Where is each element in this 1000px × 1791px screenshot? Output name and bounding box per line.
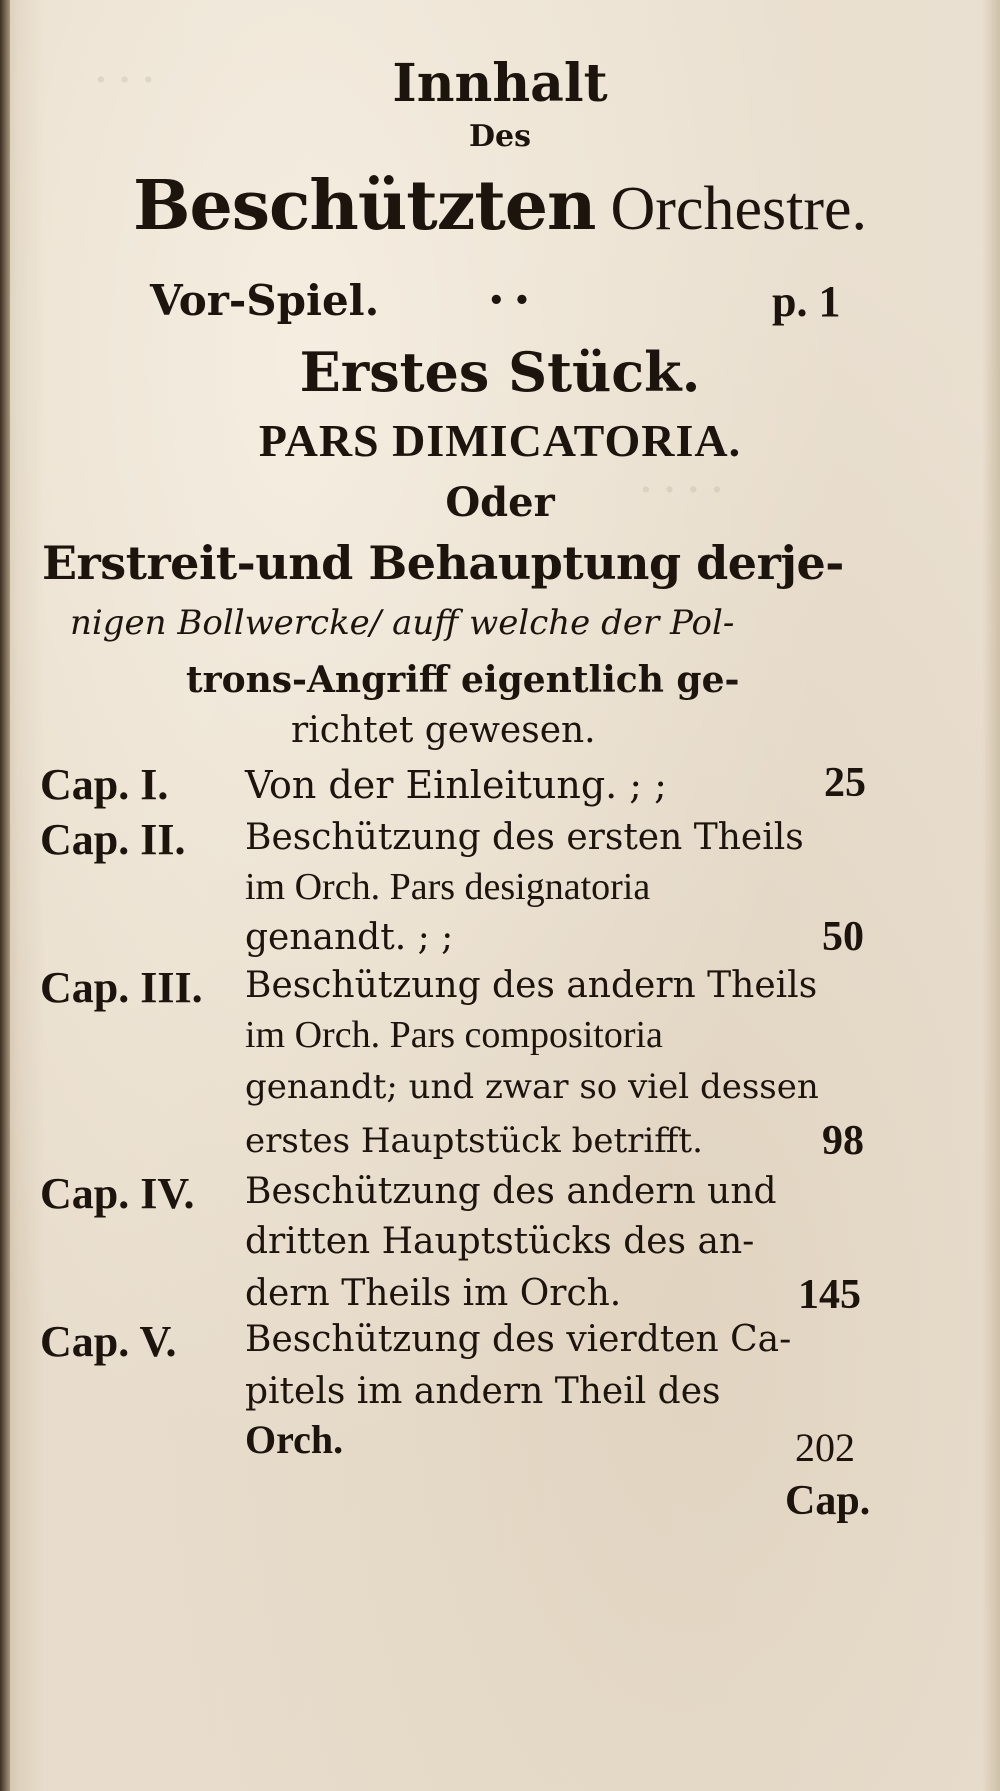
title-line-1: Innhalt	[392, 53, 608, 114]
chapter-5-title-line-2: pitels im andern Theil des	[245, 1371, 721, 1412]
bleed-through-mark: · · · ·	[640, 470, 723, 510]
chapter-3-title-line-1: Beschützung des andern Theils	[245, 965, 818, 1006]
chapter-2-title-line-1: Beschützung des ersten Theils	[245, 817, 804, 858]
chapter-1-label: Cap. I.	[40, 760, 169, 809]
title-line-3	[0, 166, 1000, 246]
chapter-2-title-line-2: im Orch. Pars designatoria	[245, 866, 651, 908]
part-oder: Oder	[445, 479, 555, 526]
prelude-label: Vor-Spiel.	[150, 276, 380, 325]
chapter-4-title-line-2: dritten Hauptstücks des an-	[245, 1221, 755, 1262]
chapter-3-title-line-3: genandt; und zwar so viel dessen	[245, 1067, 819, 1107]
page-binding-shadow	[0, 0, 10, 1791]
title-line-2: Des	[469, 119, 531, 154]
title-word-orchestre: Orchestre.	[610, 175, 868, 243]
prelude-leader-dots: • •	[488, 286, 531, 316]
chapter-3-label: Cap. III.	[40, 963, 203, 1012]
chapter-1-title-line: Von der Einleitung. ; ;	[245, 763, 667, 807]
bleed-through-mark: · · ·	[95, 60, 155, 100]
chapter-2-title-line-3: genandt. ; ;	[245, 917, 454, 958]
prelude-page-number: p. 1	[772, 277, 841, 326]
title-word-beschuetzten: Beschützten	[132, 166, 596, 246]
catchword: Cap.	[785, 1478, 871, 1524]
page-edge	[982, 0, 1000, 1791]
chapter-4-title-line-1: Beschützung des andern und	[245, 1171, 777, 1212]
chapter-5-title-line-3: Orch.	[245, 1417, 344, 1462]
part-desc-line-3: trons-Angriff eigentlich ge-	[186, 659, 740, 701]
chapter-4-page: 145	[798, 1272, 861, 1318]
chapter-2-label: Cap. II.	[40, 815, 186, 864]
chapter-4-label: Cap. IV.	[40, 1169, 195, 1218]
chapter-2-page: 50	[822, 914, 864, 960]
part-heading: Erstes Stück.	[299, 340, 701, 404]
part-latin-title: PARS DIMICATORIA.	[258, 415, 742, 466]
part-desc-line-1: Erstreit-und Behauptung derje-	[42, 536, 844, 590]
chapter-4-title-line-3: dern Theils im Orch.	[245, 1273, 622, 1314]
chapter-1-page: 25	[824, 760, 866, 806]
chapter-3-page: 98	[822, 1118, 864, 1164]
part-desc-line-4: richtet gewesen.	[291, 710, 596, 751]
part-desc-line-2: nigen Bollwercke/ auff welche der Pol-	[70, 603, 735, 643]
chapter-5-label: Cap. V.	[40, 1317, 177, 1366]
chapter-3-title-line-2: im Orch. Pars compositoria	[245, 1014, 663, 1056]
chapter-3-title-line-4: erstes Hauptstück betrifft.	[245, 1121, 703, 1161]
chapter-5-title-line-1: Beschützung des vierdten Ca-	[245, 1319, 792, 1360]
chapter-5-page: 202	[795, 1425, 855, 1470]
